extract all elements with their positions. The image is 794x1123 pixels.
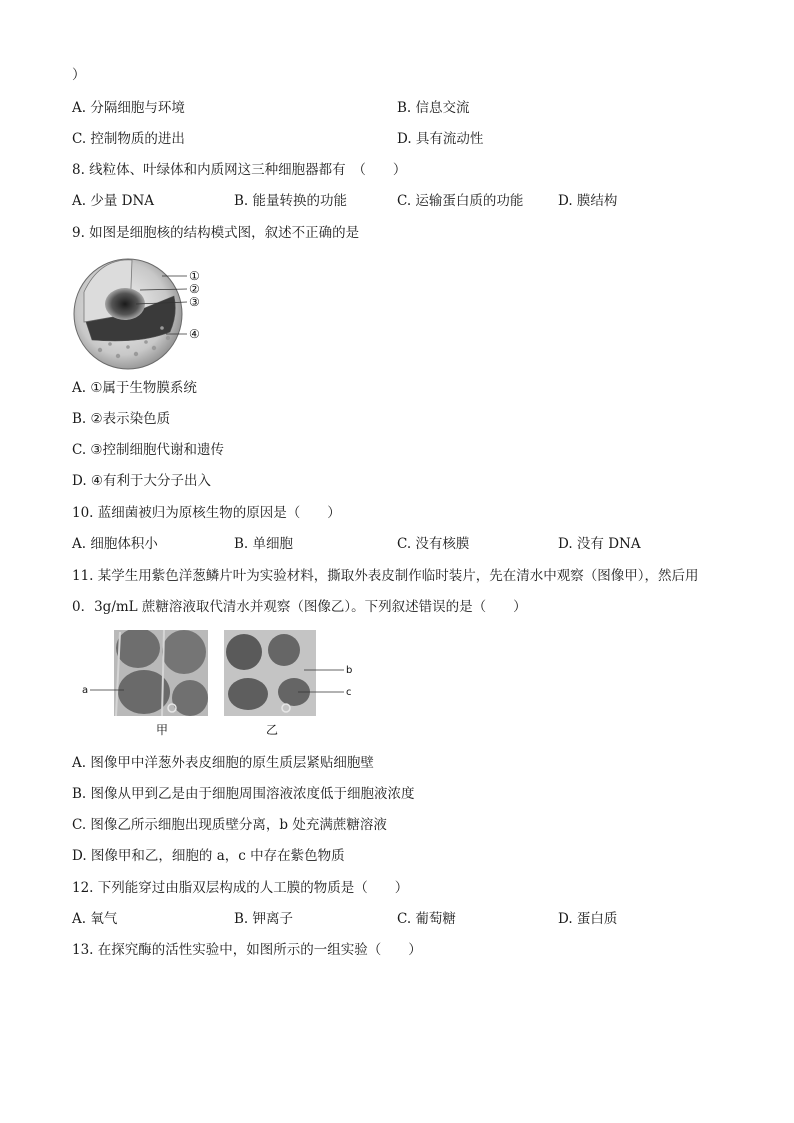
q12-option-b: B. 钾离子 [234, 911, 294, 927]
q11-option-c: C. 图像乙所示细胞出现质壁分离，b 处充满蔗糖溶液 [72, 817, 387, 833]
q12-stem: 12. 下列能穿过由脂双层构成的人工膜的物质是（ ） [72, 880, 409, 896]
q10-option-c: C. 没有核膜 [397, 536, 470, 552]
carry-over-bracket: ） [72, 67, 86, 83]
q9-option-a: A. ①属于生物膜系统 [72, 380, 197, 396]
q10-option-a: A. 细胞体积小 [72, 536, 158, 552]
caption-jia: 甲 [156, 723, 169, 737]
q7-option-a: A. 分隔细胞与环境 [72, 100, 185, 116]
q11-option-b: B. 图像从甲到乙是由于细胞周围溶液浓度低于细胞液浓度 [72, 786, 415, 802]
q9-option-c: C. ③控制细胞代谢和遗传 [72, 442, 225, 458]
q12-option-a: A. 氧气 [72, 911, 118, 927]
q11-option-d: D. 图像甲和乙，细胞的 a，c 中存在紫色物质 [72, 848, 345, 864]
q8-option-b: B. 能量转换的功能 [234, 193, 348, 209]
q9-option-d: D. ④有利于大分子出入 [72, 473, 212, 489]
q12-option-c: C. 葡萄糖 [397, 911, 456, 927]
nucleus-label-2: ② [189, 282, 200, 296]
q8-option-c: C. 运输蛋白质的功能 [397, 193, 524, 209]
nucleus-label-1: ① [189, 269, 200, 283]
caption-yi: 乙 [266, 723, 279, 737]
q7-option-b: B. 信息交流 [397, 100, 470, 116]
plasmolysis-label-b: b [346, 665, 353, 676]
q8-stem: 8. 线粒体、叶绿体和内质网这三种细胞器都有 （ ） [72, 162, 407, 178]
q9-stem: 9. 如图是细胞核的结构模式图，叙述不正确的是 [72, 225, 360, 241]
plasmolysis-label-c: c [346, 687, 352, 698]
q11-stem-line1: 11. 某学生用紫色洋葱鳞片叶为实验材料，撕取外表皮制作临时装片，先在清水中观察（图像甲），然后用 [72, 568, 699, 584]
q7-option-d: D. 具有流动性 [397, 131, 484, 147]
nucleus-label-3: ③ [189, 295, 200, 309]
q12-option-d: D. 蛋白质 [558, 911, 618, 927]
nucleus-label-4: ④ [189, 327, 200, 341]
image-yi [224, 630, 316, 716]
plasmolysis-figure [80, 630, 360, 740]
q7-option-c: C. 控制物质的进出 [72, 131, 185, 147]
q9-option-b: B. ②表示染色质 [72, 411, 171, 427]
nucleus-structure-figure [70, 252, 220, 372]
q8-option-a: A. 少量 DNA [72, 193, 155, 209]
q10-stem: 10. 蓝细菌被归为原核生物的原因是（ ） [72, 505, 341, 521]
q11-stem-line2: 0．3g/mL 蔗糖溶液取代清水并观察（图像乙）。下列叙述错误的是（ ） [72, 599, 527, 615]
q13-stem: 13. 在探究酶的活性实验中，如图所示的一组实验（ ） [72, 942, 422, 958]
image-jia [114, 630, 208, 716]
q10-option-b: B. 单细胞 [234, 536, 294, 552]
q8-option-d: D. 膜结构 [558, 193, 618, 209]
q10-option-d: D. 没有 DNA [558, 536, 641, 552]
q11-option-a: A. 图像甲中洋葱外表皮细胞的原生质层紧贴细胞壁 [72, 755, 374, 771]
plasmolysis-label-a: a [82, 685, 89, 696]
